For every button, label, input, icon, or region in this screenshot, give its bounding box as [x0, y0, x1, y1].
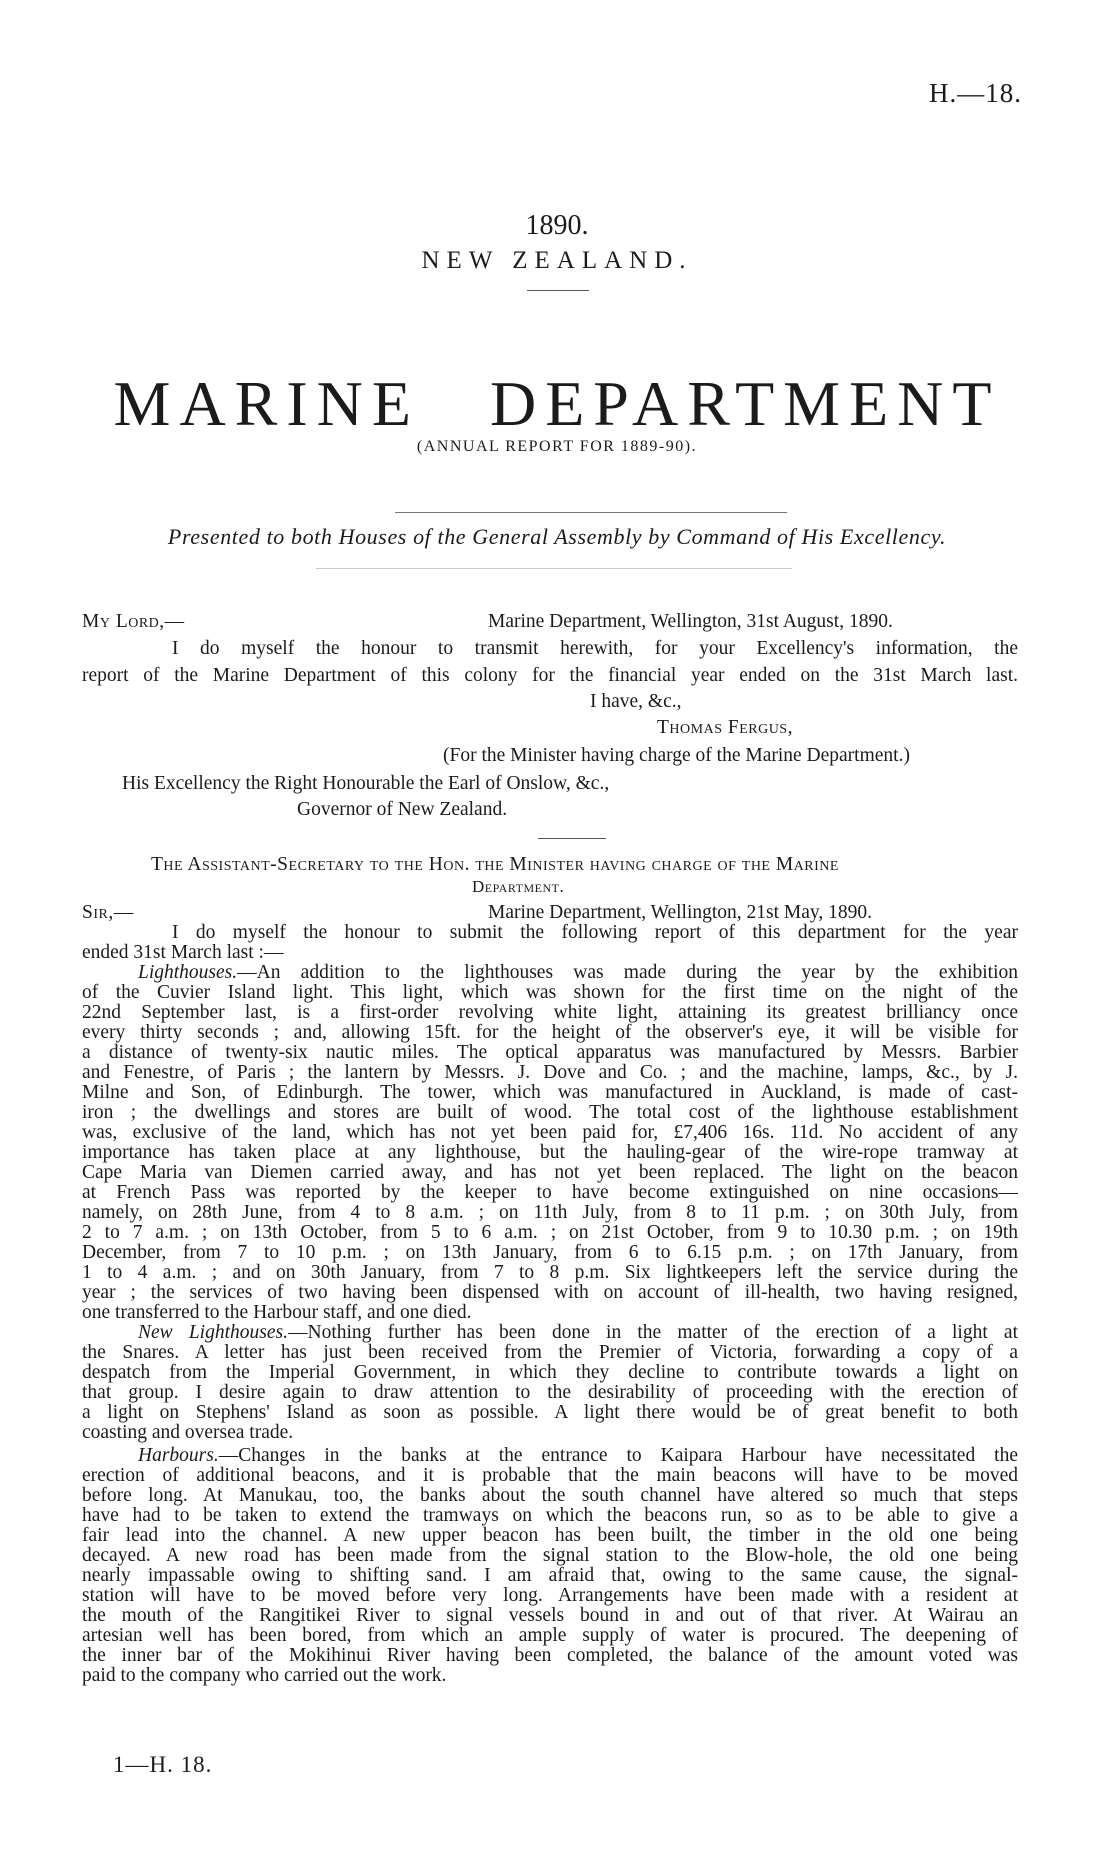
- body-line: the inner bar of the Mokihinui River having been completed, the balance of the amount voted was: [82, 1646, 1018, 1666]
- divider: [316, 568, 792, 569]
- body-line: a distance of twenty-six nautic miles. The optical apparatus was manufactured by Messrs. Barbier: [82, 1043, 1018, 1063]
- title-word-1: MARINE: [113, 368, 420, 439]
- paragraph-new-lighthouses-first-line: New Lighthouses.—Nothing further has been done in the matter of the erection of a light at: [138, 1323, 1018, 1343]
- letter2-heading: The Assistant-Secretary to the Hon. the Minister having charge of the Marine: [151, 854, 839, 875]
- publication-year: 1890.: [525, 210, 589, 241]
- printer-signature-mark: 1—H. 18.: [113, 1752, 213, 1777]
- body-line: have had to be taken to extend the tramways on which the beacons run, so as to be able to give a: [82, 1506, 1018, 1526]
- document-subtitle: (ANNUAL REPORT FOR 1889-90).: [416, 438, 698, 455]
- body-line: every thirty seconds ; and, allowing 15ft. for the height of the observer's eye, it will be visible for: [82, 1023, 1018, 1043]
- body-line: 22nd September last, is a first-order revolving white light, attaining its greatest brilliancy once: [82, 1003, 1018, 1023]
- divider: [538, 838, 606, 839]
- section-label-new-lighthouses: New Lighthouses.: [138, 1323, 288, 1343]
- document-reference: H.—18.: [929, 78, 1022, 108]
- body-line: December, from 7 to 10 p.m. ; on 13th January, from 6 to 6.15 p.m. ; on 17th January, from: [82, 1243, 1018, 1263]
- body-line: fair lead into the channel. A new upper beacon has been built, the timber in the old one being: [82, 1526, 1018, 1546]
- body-line: station will have to be moved before very long. Arrangements have been made with a resident at: [82, 1586, 1018, 1606]
- body-line: importance has taken place at any lighthouse, but the hauling-gear of the wire-rope tramway at: [82, 1143, 1018, 1163]
- letter2-heading: Department.: [472, 877, 565, 896]
- body-line: at French Pass was reported by the keeper to have become extinguished on nine occasions—: [82, 1183, 1018, 1203]
- body-line: ended 31st March last :—: [82, 942, 284, 963]
- letter1-dateline: Marine Department, Wellington, 31st August, 1890.: [488, 611, 893, 632]
- body-line: and Fenestre, of Paris ; the lantern by Messrs. J. Dove and Co. ; and the machine, lamps, &c., by J.: [82, 1063, 1018, 1083]
- letter1-addressee: His Excellency the Right Honourable the Earl of Onslow, &c.,: [122, 773, 610, 794]
- letter1-signatory: Thomas Fergus,: [657, 717, 793, 738]
- body-line: 2 to 7 a.m. ; on 13th October, from 5 to 6 a.m. ; on 21st October, from 9 to 10.30 p.m. ; on 19th: [82, 1223, 1018, 1243]
- body-line: year ; the services of two having been dispensed with on account of ill-health, two having resigned,: [82, 1283, 1018, 1303]
- body-line: namely, on 28th June, from 4 to 8 a.m. ; on 11th July, from 8 to 11 p.m. ; on 30th July, from: [82, 1203, 1018, 1223]
- body-line: the mouth of the Rangitikei River to signal vessels bound in and out of that river. At Wairau an: [82, 1606, 1018, 1626]
- divider: [395, 512, 787, 513]
- letter1-addressee: Governor of New Zealand.: [297, 799, 508, 820]
- letter2-dateline: Marine Department, Wellington, 21st May, 1890.: [488, 902, 873, 923]
- presentation-note: Presented to both Houses of the General Assembly by Command of His Excellency.: [167, 524, 947, 549]
- body-line: despatch from the Imperial Government, in which they decline to contribute towards a light on: [82, 1363, 1018, 1383]
- body-line: was, exclusive of the land, which has not yet been paid for, £7,406 16s. 11d. No accident of any: [82, 1123, 1018, 1143]
- body-line: I do myself the honour to submit the following report of this department for the year: [172, 923, 1018, 943]
- body-line: of the Cuvier Island light. This light, which was shown for the first time on the night of the: [82, 983, 1018, 1003]
- country-heading: NEW ZEALAND.: [421, 247, 693, 274]
- body-line: iron ; the dwellings and stores are built of wood. The total cost of the lighthouse establishment: [82, 1103, 1018, 1123]
- letter2-salutation: Sir,—: [82, 902, 134, 923]
- letter1-closing: I have, &c.,: [590, 691, 682, 712]
- body-line: that group. I desire again to draw attention to the desirability of proceeding with the erection of: [82, 1383, 1018, 1403]
- body-line: coasting and oversea trade.: [82, 1422, 294, 1443]
- body-line: 1 to 4 a.m. ; and on 30th January, from 7 to 8 p.m. Six lightkeepers left the service during the: [82, 1263, 1018, 1283]
- section-label-harbours: Harbours.: [138, 1446, 219, 1466]
- letter1-body-line: I do myself the honour to transmit herewith, for your Excellency's information, the: [172, 639, 1018, 659]
- section-label-lighthouses: Lighthouses.: [138, 963, 238, 983]
- letter1-capacity: (For the Minister having charge of the Marine Department.): [443, 745, 910, 766]
- letter1-salutation: My Lord,—: [82, 611, 185, 632]
- paragraph-harbours-first-line: Harbours.—Changes in the banks at the entrance to Kaipara Harbour have necessitated the: [138, 1446, 1018, 1466]
- body-line: nearly impassable owing to shifting sand. I am afraid that, owing to the same cause, the signal-: [82, 1566, 1018, 1586]
- body-line: one transferred to the Harbour staff, and one died.: [82, 1302, 472, 1323]
- body-line: a light on Stephens' Island as soon as possible. A light there would be of great benefit to both: [82, 1403, 1018, 1423]
- letter1-body-line: report of the Marine Department of this colony for the financial year ended on the 31st March last.: [82, 666, 1018, 686]
- body-line: decayed. A new road has been made from the signal station to the Blow-hole, the old one being: [82, 1546, 1018, 1566]
- body-line: erection of additional beacons, and it is probable that the main beacons will have to be moved: [82, 1466, 1018, 1486]
- divider: [527, 290, 589, 291]
- document-title: [0, 368, 1114, 439]
- title-word-2: DEPARTMENT: [489, 368, 1001, 439]
- paragraph-lighthouses-first-line: Lighthouses.—An addition to the lighthouses was made during the year by the exhibition: [138, 963, 1018, 983]
- body-line: the Snares. A letter has just been received from the Premier of Victoria, forwarding a copy of a: [82, 1343, 1018, 1363]
- body-line: artesian well has been bored, from which an ample supply of water is procured. The deepening of: [82, 1626, 1018, 1646]
- body-line: Cape Maria van Diemen carried away, and has not yet been replaced. The light on the beacon: [82, 1163, 1018, 1183]
- body-line: Milne and Son, of Edinburgh. The tower, which was manufactured in Auckland, is made of cast-: [82, 1083, 1018, 1103]
- body-line: paid to the company who carried out the work.: [82, 1665, 447, 1686]
- body-line: before long. At Manukau, too, the banks about the south channel have altered so much that steps: [82, 1486, 1018, 1506]
